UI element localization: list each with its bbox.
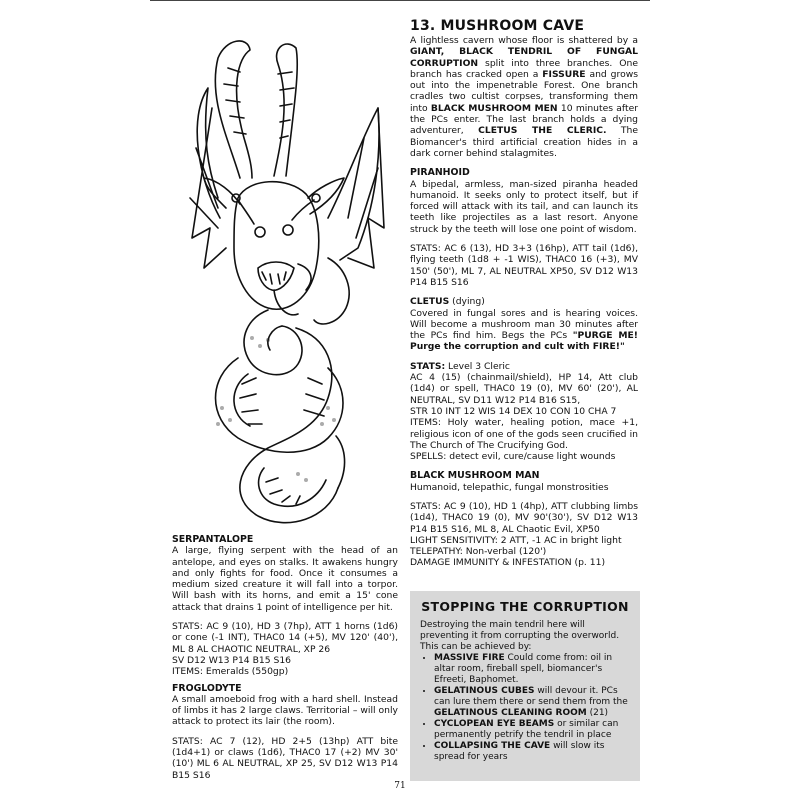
box-item-text: Could come from: oil in altar room, fireball spell, biomancer's Efreeti, Baphomet. [434,653,613,685]
cletus-items: ITEMS: Holy water, healing potion, mace +1, religious icon of one of the gods seen crucified in The Church of The Crucifying God. [410,417,638,451]
cave-text-2: split into three branches. One branch has cracked open a [410,57,638,80]
box-item-bold: MASSIVE FIRE [434,653,505,663]
piranhoid-description: A bipedal, armless, man-sized piranha headed humanoid. It seeks only to protect itself, but if forced will attack with its tail, and can launch its teeth like projectiles as a last resort. Anyone struck by the teeth will lose one point of wisdom. [410,178,638,235]
cletus-stats: AC 4 (15) (chainmail/shield), HP 14, Att club (1d4) or spell, THAC0 19 (0), MV 60' (20'), AL NEUTRAL, SV D11 W12 P14 B16 S15, [410,372,638,406]
box-title: STOPPING THE CORRUPTION [421,599,629,614]
box-list-item [434,686,630,719]
cave-bold-fissure: FISSURE [542,68,586,80]
box-intro: Destroying the main tendril here will preventing it from corrupting the overworld. This can be achieved by: [420,620,620,652]
box-list [420,653,630,763]
box-item-text: will slow its spread for years [434,741,605,762]
cave-bold-mushroom-men: BLACK MUSHROOM MEN [430,102,558,114]
cletus-stats-head [410,361,638,372]
serpantalope-saves: SV D12 W13 P14 B15 S16 [172,654,292,666]
mushroom-man-telepathy: TELEPATHY: Non-verbal (120') [410,546,547,558]
mushroom-man-damage: DAMAGE IMMUNITY & INFESTATION (p. 11) [410,557,606,569]
froglodyte-description: A small amoeboid frog with a hard shell. Instead of limbs it has 2 large claws. Territorial – will only attack to protect its lair (the room). [172,693,398,728]
cave-bold-tendril: GIANT, BLACK TENDRIL OF FUNGAL CORRUPTION [410,46,638,69]
box-item-bold: CYCLOPEAN EYE BEAMS [434,719,555,729]
mushroom-man-stats: STATS: AC 9 (10), HD 1 (4hp), ATT clubbing limbs (1d4), THAC0 19 (0), MV 90'(30'), SV D12 W13 P14 B15 S16, ML 8, AL Chaotic Evil, XP50 [410,500,638,535]
box-item-text: or similar can permanently petrify the tendril in place [434,719,619,740]
cave-text-4: 10 minutes after the PCs enter. The last branch holds a dying adventurer, [410,102,639,137]
box-item-bold: GELATINOUS CUBES [434,686,535,696]
box-body [410,620,640,763]
serpantalope-stats: STATS: AC 9 (10), HD 3 (7hp), ATT 1 horns (1d6) or cone (-1 INT), THAC0 14 (+5), MV 120' (40'), ML 8 AL CHAOTIC NEUTRAL, XP 26 [172,621,398,655]
cletus-stats-label: STATS: [410,360,446,372]
froglodyte-stats: STATS: AC 7 (12), HD 2+5 (13hp) ATT bite (1d4+1) or claws (1d6), THAC0 17 (+2) MV 30' (10') ML 6 AL NEUTRAL, XP 25, SV D12 W13 P14 B15 S16 [172,735,398,781]
left-column [172,534,398,781]
cletus-quote: "PURGE ME! Purge the corruption and cult with FIRE!" [410,330,638,353]
cletus-level: Level 3 Cleric [445,360,510,372]
box-list-item [434,719,630,741]
serpantalope-items: ITEMS: Emeralds (550gp) [172,666,289,678]
stopping-corruption-box [410,591,640,781]
piranhoid-heading: PIRANHOID [410,167,470,179]
section-title: 13. MUSHROOM CAVE [410,18,585,34]
right-column [410,18,638,569]
box-room-number: (21) [586,708,609,718]
mushroom-cave-description [410,35,638,159]
piranhoid-stats: STATS: AC 6 (13), HD 3+3 (16hp), ATT tail (1d6), flying teeth (1d8 + -1 WIS), THAC0 16 (+3), MV 150' (50'), ML 7, AL NEUTRAL XP50, SV D12 W13 P14 B15 S16 [410,243,638,288]
mushroom-man-description: Humanoid, telepathic, fungal monstrosities [410,481,609,493]
serpantalope-description: A large, flying serpent with the head of an antelope, and eyes on stalks. It awakens hungry and only fights for food. Once it consumes a medium sized creature it will fall into a torpor. Will bash with its horns, and emit a 15' cone attack that drains 1 point of intelligence per hit. [172,545,398,613]
box-list-item [434,653,630,686]
froglodyte-heading: FROGLODYTE [172,682,242,694]
mushroom-man-heading: BLACK MUSHROOM MAN [410,470,540,482]
mushroom-man-light: LIGHT SENSITIVITY: 2 ATT, -1 AC in bright light [410,534,622,546]
cletus-spells: SPELLS: detect evil, cure/cause light wounds [410,451,616,463]
box-room-ref: GELATINOUS CLEANING ROOM [434,708,587,718]
cave-text-5: The Biomancer's third artificial creation hides in a dark corner behind stalagmites. [410,125,638,159]
cletus-name: CLETUS [410,296,450,308]
box-item-text: will devour it. PCs can lure them there or send them from the [434,686,628,707]
box-list-item [434,741,630,763]
serpantalope-illustration [178,28,390,532]
cave-bold-cletus: CLETUS THE CLERIC. [478,125,607,137]
cave-text-3: and grows out into the impenetrable Forest. One branch cradles two cultist corpses, transforming them into [410,68,639,114]
cletus-heading [410,296,638,307]
box-item-bold: COLLAPSING THE CAVE [434,741,551,751]
cletus-description [410,308,638,353]
cletus-desc-text: Covered in fungal sores and is hearing voices. Will become a mushroom man 30 minutes after the PCs find him. Begs the PCs [410,307,638,342]
cletus-status: (dying) [449,296,485,308]
page-top-rule [150,0,650,1]
serpantalope-heading: SERPANTALOPE [172,534,254,545]
page-number: 71 [394,781,406,791]
cletus-abilities: STR 10 INT 12 WIS 14 DEX 10 CON 10 CHA 7 [410,405,617,417]
cave-text-1: A lightless cavern whose floor is shattered by a [410,35,638,46]
